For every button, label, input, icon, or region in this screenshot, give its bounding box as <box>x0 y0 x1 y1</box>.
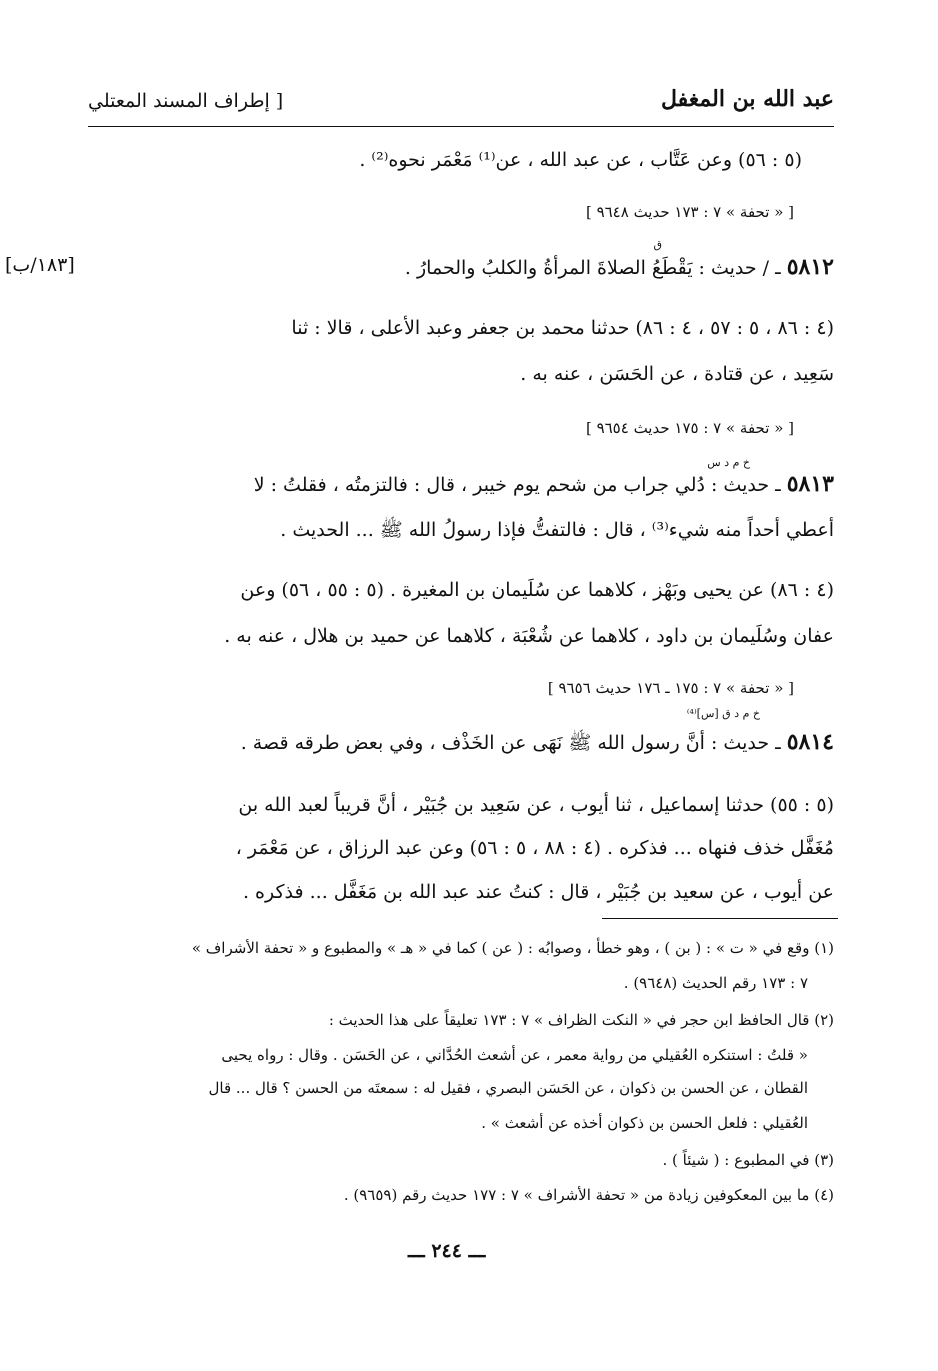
footnote-2-line-2: « قلتُ : استنكره العُقيلي من رواية معمر ، عن أشعث الحُدَّاني ، عن الحَسَن . وقال : رواه يحيى <box>221 1046 808 1064</box>
header-rule <box>88 126 834 127</box>
hadith-text: ـ حديث : دُلي جراب من شحم يوم خيبر ، قال : فالتزمتُه ، فقلتُ : لا <box>253 474 787 496</box>
hadith-5813-line-2: أعطي أحداً منه شيء⁽³⁾ ، قال : فالتفتُّ فإذا رسولُ الله ﷺ ... الحديث . <box>280 519 834 541</box>
footnote-2-line-4: العُقيلي : فلعل الحسن بن ذكوان أخذه عن أشعث » . <box>481 1114 808 1132</box>
footnote-4: (٤) ما بين المعكوفين زيادة من « تحفة الأشراف » ٧ : ١٧٧ حديث رقم (٩٦٥٩) . <box>343 1186 834 1204</box>
footnote-2-line-3: القطان ، عن الحسن بن ذكوان ، عن الحَسَن البصري ، فقيل له : سمعتَه من الحسن ؟ قال ... قال <box>208 1079 808 1097</box>
footnote-1-line-1: (١) وقع في « ت » : ( بن ) ، وهو خطأ ، وصوابُه : ( عن ) كما في « هـ » والمطبوع و « تحفة الأشراف » <box>191 939 834 957</box>
footnote-3: (٣) في المطبوع : ( شيئاً ) . <box>662 1151 834 1169</box>
tuhfa-ref-2: [ « تحفة » ٧ : ١٧٥ حديث ٩٦٥٤ ] <box>585 419 794 437</box>
hadith-text: ـ / حديث : يَقْطَعُ الصلاةَ المرأةُ والكلبُ والحمارُ . <box>404 257 787 279</box>
margin-folio-note: [١٨٣/ب] <box>5 254 75 276</box>
hadith-number: ٥٨١٣ <box>786 471 834 497</box>
running-title-left: [ إطراف المسند المعتلي <box>88 90 284 112</box>
hadith-5812-symbols: ق <box>653 238 662 251</box>
body-line-3: (٤ : ٨٦ ، ٥ : ٥٧ ، ٤ : ٨٦) حدثنا محمد بن جعفر وعبد الأعلى ، قالا : ثنا <box>291 317 834 339</box>
hadith-number: ٥٨١٤ <box>786 729 834 755</box>
hadith-5813-line-1 <box>254 469 834 500</box>
footnote-1-line-2: ٧ : ١٧٣ رقم الحديث (٩٦٤٨) . <box>623 974 808 992</box>
body-line-7: (٤ : ٨٦) عن يحيى وبَهْز ، كلاهما عن سُلَيمان بن المغيرة . (٥ : ٥٥ ، ٥٦) وعن <box>240 579 834 601</box>
hadith-5812 <box>405 252 834 283</box>
hadith-5814-symbols: خ م د ق [س]⁽⁴⁾ <box>686 707 760 720</box>
page-number: ـــ ٢٤٤ ـــ <box>408 1240 486 1262</box>
body-line-4: سَعِيد ، عن قتادة ، عن الحَسَن ، عنه به . <box>520 363 834 385</box>
footnote-rule <box>602 918 838 919</box>
tuhfa-ref-3: [ « تحفة » ٧ : ١٧٥ ـ ١٧٦ حديث ٩٦٥٦ ] <box>547 679 794 697</box>
body-line-8: عفان وسُلَيمان بن داود ، كلاهما عن شُعْبَة ، كلاهما عن حميد بن هلال ، عنه به . <box>224 625 834 647</box>
footnote-2-line-1: (٢) قال الحافظ ابن حجر في « النكت الظراف » ٧ : ١٧٣ تعليقاً على هذا الحديث : <box>328 1011 834 1029</box>
hadith-5813-symbols: خ م د س <box>707 456 750 469</box>
body-line-1: (٥ : ٥٦) وعن عَتَّاب ، عن عبد الله ، عن⁽¹⁾ مَعْمَر نحوه⁽²⁾ . <box>359 149 802 171</box>
body-line-11: مُغَفَّل خذف فنهاه ... فذكره . (٤ : ٨٨ ، ٥ : ٥٦) وعن عبد الرزاق ، عن مَعْمَر ، <box>235 837 834 859</box>
running-title-right: عبد الله بن المغفل <box>661 86 834 112</box>
body-line-12: عن أيوب ، عن سعيد بن جُبَيْر ، قال : كنتُ عند عبد الله بن مَغَفَّل ... فذكره . <box>242 881 834 903</box>
hadith-number: ٥٨١٢ <box>786 254 834 280</box>
tuhfa-ref-1: [ « تحفة » ٧ : ١٧٣ حديث ٩٦٤٨ ] <box>585 203 794 221</box>
hadith-text: ـ حديث : أنَّ رسول الله ﷺ نَهَى عن الخَذْف ، وفي بعض طرقه قصة . <box>240 732 787 754</box>
hadith-5814 <box>241 727 834 758</box>
body-line-10: (٥ : ٥٥) حدثنا إسماعيل ، ثنا أيوب ، عن سَعِيد بن جُبَيْر ، أنَّ قريباً لعبد الله بن <box>238 794 834 816</box>
